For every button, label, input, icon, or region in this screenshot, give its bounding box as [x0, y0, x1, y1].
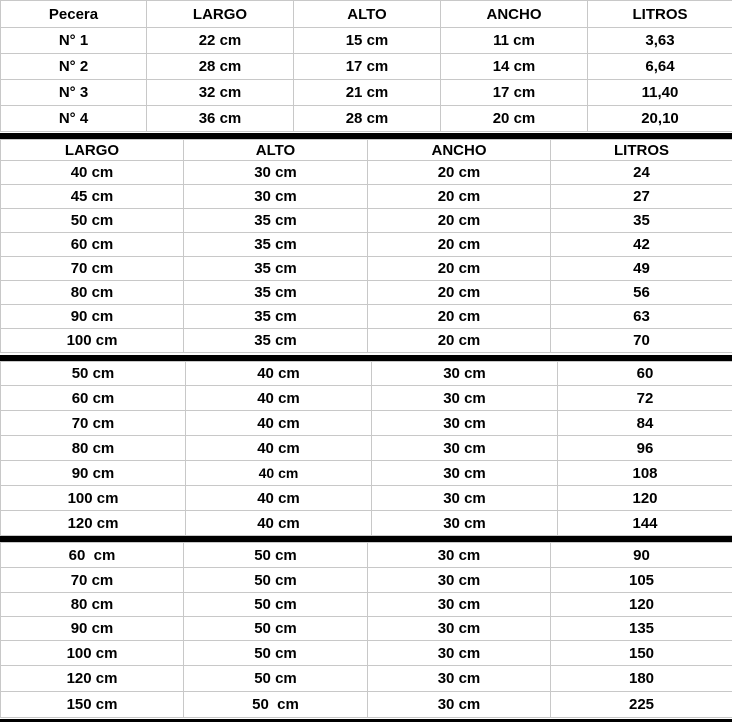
table-cell: 84 — [558, 411, 732, 436]
table-cell: 28 cm — [294, 106, 441, 132]
table-cell: 50 cm — [184, 666, 368, 692]
table-cell: 15 cm — [294, 28, 441, 54]
table-cell: 60 cm — [1, 386, 186, 411]
table-cell: 40 cm — [186, 411, 372, 436]
table-cell: 17 cm — [441, 80, 588, 106]
table-cell: 40 cm — [186, 436, 372, 461]
table-cell: 30 cm — [368, 543, 551, 568]
table-cell: 90 cm — [1, 305, 184, 329]
table-cell: 22 cm — [147, 28, 294, 54]
table-row — [1, 305, 732, 329]
table-cell: 20 cm — [368, 185, 551, 209]
table-row — [1, 209, 732, 233]
header-cell: LITROS — [551, 140, 732, 161]
table-row — [1, 362, 732, 386]
table-cell: 30 cm — [372, 436, 558, 461]
table-row — [1, 436, 732, 461]
table-cell: 30 cm — [372, 511, 558, 536]
table-cell: 120 — [558, 486, 732, 511]
table-cell: N° 1 — [1, 28, 147, 54]
table-cell: 17 cm — [294, 54, 441, 80]
table-cell: 50 cm — [184, 692, 368, 718]
table-row — [1, 329, 732, 353]
table-cell: 70 — [551, 329, 732, 353]
table-cell: 35 cm — [184, 281, 368, 305]
table-cell: 40 cm — [186, 386, 372, 411]
table-cell: 30 cm — [372, 411, 558, 436]
table-cell: 20 cm — [368, 257, 551, 281]
table-cell: 30 cm — [372, 362, 558, 386]
table-row — [1, 386, 732, 411]
table-cell: 120 cm — [1, 666, 184, 692]
table-cell: 100 cm — [1, 329, 184, 353]
table-row — [1, 543, 732, 568]
table-cell: 35 cm — [184, 209, 368, 233]
table-cell: 72 — [558, 386, 732, 411]
table-row — [1, 692, 732, 718]
table-cell: 50 cm — [184, 568, 368, 593]
table-row — [1, 568, 732, 593]
table-cell: 30 cm — [372, 486, 558, 511]
table-cell: 50 cm — [1, 209, 184, 233]
table-cell: 14 cm — [441, 54, 588, 80]
table-row — [1, 593, 732, 617]
table-cell: 6,64 — [588, 54, 732, 80]
tanks-table-50cm — [0, 542, 732, 718]
table-cell: 30 cm — [372, 461, 558, 486]
header-cell: ALTO — [184, 140, 368, 161]
table-row — [1, 411, 732, 436]
table-row — [1, 185, 732, 209]
table-cell: 30 cm — [368, 666, 551, 692]
table-cell: 49 — [551, 257, 732, 281]
table-cell: 135 — [551, 617, 732, 641]
table-cell: 90 cm — [1, 617, 184, 641]
table-cell: 20 cm — [368, 161, 551, 185]
table-cell: 96 — [558, 436, 732, 461]
table-row — [1, 106, 732, 132]
table-cell: 30 cm — [368, 692, 551, 718]
table-cell: 90 cm — [1, 461, 186, 486]
table-cell: 180 — [551, 666, 732, 692]
table-cell: 30 cm — [372, 386, 558, 411]
table-row — [1, 281, 732, 305]
table-cell: 35 — [551, 209, 732, 233]
table-cell: 60 — [558, 362, 732, 386]
table-cell: 3,63 — [588, 28, 732, 54]
table-cell: 20 cm — [368, 209, 551, 233]
table-cell: 35 cm — [184, 329, 368, 353]
table-cell: 80 cm — [1, 436, 186, 461]
tanks-header-row — [1, 140, 732, 161]
table-cell: 150 — [551, 641, 732, 666]
table-cell: 80 cm — [1, 593, 184, 617]
table-cell: 20 cm — [368, 233, 551, 257]
table-cell: 90 — [551, 543, 732, 568]
table-cell: 20 cm — [368, 305, 551, 329]
table-cell: 50 cm — [184, 543, 368, 568]
table-cell: 36 cm — [147, 106, 294, 132]
table-cell: 120 — [551, 593, 732, 617]
tanks-table-20cm — [0, 139, 732, 353]
table-cell: 20 cm — [368, 281, 551, 305]
table-cell: 28 cm — [147, 54, 294, 80]
header-cell: ANCHO — [441, 1, 588, 28]
table-cell: N° 4 — [1, 106, 147, 132]
header-cell: LARGO — [1, 140, 184, 161]
table-row — [1, 617, 732, 641]
table-cell: 30 cm — [368, 568, 551, 593]
table-cell: 50 cm — [184, 593, 368, 617]
table-cell: 42 — [551, 233, 732, 257]
table-row — [1, 666, 732, 692]
table-row — [1, 257, 732, 281]
table-cell: N° 3 — [1, 80, 147, 106]
table-cell: 40 cm — [186, 486, 372, 511]
table-cell: 70 cm — [1, 411, 186, 436]
header-cell: Pecera — [1, 1, 147, 28]
table-cell: 63 — [551, 305, 732, 329]
table-cell: 20 cm — [368, 329, 551, 353]
table-cell: 32 cm — [147, 80, 294, 106]
table-cell: 35 cm — [184, 305, 368, 329]
table-cell: 40 cm — [186, 362, 372, 386]
table-cell: 24 — [551, 161, 732, 185]
table-cell: 40 cm — [186, 511, 372, 536]
table-cell: 35 cm — [184, 233, 368, 257]
table-cell: 60 cm — [1, 233, 184, 257]
table-cell: 225 — [551, 692, 732, 718]
table-cell: 144 — [558, 511, 732, 536]
header-cell: LARGO — [147, 1, 294, 28]
table-cell: 100 cm — [1, 641, 184, 666]
table-row — [1, 511, 732, 536]
table-cell: 50 cm — [1, 362, 186, 386]
table-cell: 40 cm — [186, 461, 372, 486]
table-row — [1, 54, 732, 80]
table-cell: N° 2 — [1, 54, 147, 80]
table-cell: 105 — [551, 568, 732, 593]
table-row — [1, 28, 732, 54]
table-cell: 30 cm — [368, 617, 551, 641]
table-row — [1, 461, 732, 486]
table-cell: 50 cm — [184, 617, 368, 641]
table-cell: 20 cm — [441, 106, 588, 132]
table-cell: 120 cm — [1, 511, 186, 536]
table-cell: 20,10 — [588, 106, 732, 132]
table-cell: 40 cm — [1, 161, 184, 185]
table-cell: 35 cm — [184, 257, 368, 281]
header-cell: LITROS — [588, 1, 732, 28]
table-cell: 30 cm — [368, 641, 551, 666]
header-cell: ANCHO — [368, 140, 551, 161]
table-cell: 21 cm — [294, 80, 441, 106]
pecera-header-row — [1, 1, 732, 28]
table-cell: 11 cm — [441, 28, 588, 54]
table-row — [1, 486, 732, 511]
table-cell: 45 cm — [1, 185, 184, 209]
table-cell: 30 cm — [184, 161, 368, 185]
table-cell: 27 — [551, 185, 732, 209]
table-row — [1, 161, 732, 185]
table-cell: 70 cm — [1, 257, 184, 281]
table-cell: 60 cm — [1, 543, 184, 568]
table-row — [1, 80, 732, 106]
table-row — [1, 641, 732, 666]
table-cell: 70 cm — [1, 568, 184, 593]
table-cell: 150 cm — [1, 692, 184, 718]
table-cell: 50 cm — [184, 641, 368, 666]
header-cell: ALTO — [294, 1, 441, 28]
pecera-table — [0, 0, 732, 132]
table-cell: 56 — [551, 281, 732, 305]
table-cell: 108 — [558, 461, 732, 486]
table-cell: 11,40 — [588, 80, 732, 106]
tanks-table-40cm — [0, 361, 732, 536]
table-cell: 80 cm — [1, 281, 184, 305]
table-cell: 100 cm — [1, 486, 186, 511]
table-row — [1, 233, 732, 257]
table-cell: 30 cm — [184, 185, 368, 209]
table-cell: 30 cm — [368, 593, 551, 617]
